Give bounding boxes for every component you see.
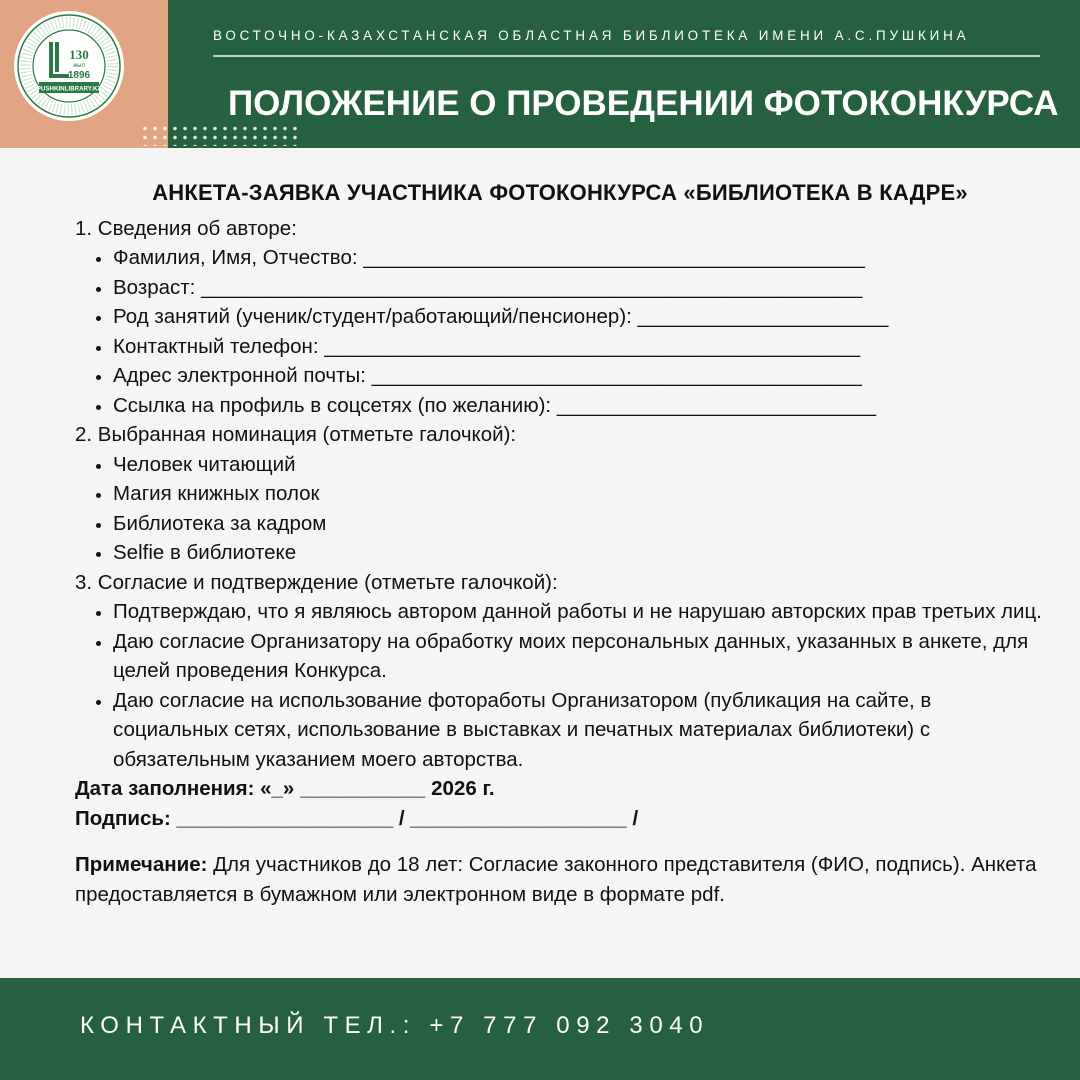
- field-age[interactable]: • Возраст: __________________________________________________________: [113, 273, 1045, 303]
- section-consent-title: 3. Согласие и подтверждение (отметьте галочкой):: [75, 570, 558, 594]
- form-title: АНКЕТА-ЗАЯВКА УЧАСТНИКА ФОТОКОНКУРСА «БИБЛИОТЕКА В КАДРЕ»: [152, 180, 968, 205]
- consent-option[interactable]: • Даю согласие Организатору на обработку моих персональных данных, указанных в анкете, для целей проведения Конкурса.: [113, 627, 1045, 686]
- section-nomination-title: 2. Выбранная номинация (отметьте галочкой):: [75, 423, 517, 446]
- note-text: Для участников до 18 лет: Согласие законного представителя (ФИО, подпись). Анкета предоставляется в бумажном или электронном виде в формате pdf.: [75, 853, 1037, 906]
- header-banner: [0, 0, 1080, 148]
- field-full-name[interactable]: • Фамилия, Имя, Отчество: ____________________________________________: [113, 243, 1045, 273]
- section-author-title: 1. Сведения об авторе:: [75, 216, 297, 240]
- decorative-dots: [140, 124, 300, 146]
- field-occupation[interactable]: • Род занятий (ученик/студент/работающий/пенсионер): ______________________: [113, 302, 1045, 332]
- nomination-option[interactable]: • Человек читающий: [113, 450, 1045, 480]
- footer-banner: [0, 978, 1080, 1080]
- nomination-list: [75, 450, 1045, 568]
- logo-site: PUSHKINLIBRARY.KZ: [36, 85, 102, 93]
- note-label: Примечание:: [75, 853, 208, 876]
- author-info-list: [75, 243, 1045, 420]
- field-email[interactable]: • Адрес электронной почты: ___________________________________________: [113, 361, 1045, 391]
- header-divider: [213, 55, 1040, 57]
- logo-years: 130: [69, 47, 89, 62]
- date-line[interactable]: Дата заполнения: «_» ___________ 2026 г.: [75, 777, 495, 800]
- field-social-link[interactable]: • Ссылка на профиль в соцсетях (по желанию): ____________________________: [113, 391, 1045, 421]
- nomination-option[interactable]: • Магия книжных полок: [113, 479, 1045, 509]
- nomination-option[interactable]: • Библиотека за кадром: [113, 509, 1045, 539]
- library-logo-icon: [13, 10, 125, 122]
- note: [75, 850, 1045, 909]
- nomination-option[interactable]: • Selfie в библиотеке: [113, 538, 1045, 568]
- page-title: ПОЛОЖЕНИЕ О ПРОВЕДЕНИИ ФОТОКОНКУРСА: [228, 84, 1059, 123]
- organization-name: ВОСТОЧНО-КАЗАХСТАНСКАЯ ОБЛАСТНАЯ БИБЛИОТЕКА ИМЕНИ А.С.ПУШКИНА: [213, 28, 970, 43]
- application-form: [75, 178, 1045, 909]
- consent-list: [75, 597, 1045, 774]
- logo-founded: 1896: [67, 70, 91, 81]
- consent-option[interactable]: • Даю согласие на использование фотоработы Организатором (публикация на сайте, в социальных сетях, использование в выставках и печатных материалах библиотеки) с обязательным указанием моего авторства.: [113, 686, 1045, 775]
- consent-option[interactable]: • Подтверждаю, что я являюсь автором данной работы и не нарушаю авторских прав третьих лиц.: [113, 597, 1045, 627]
- signature-line[interactable]: Подпись: ___________________ / ___________________ /: [75, 806, 639, 830]
- logo-word: жыл: [73, 63, 85, 69]
- field-phone[interactable]: • Контактный телефон: _______________________________________________: [113, 332, 1045, 362]
- contact-phone: КОНТАКТНЫЙ ТЕЛ.: +7 777 092 3040: [80, 1012, 710, 1039]
